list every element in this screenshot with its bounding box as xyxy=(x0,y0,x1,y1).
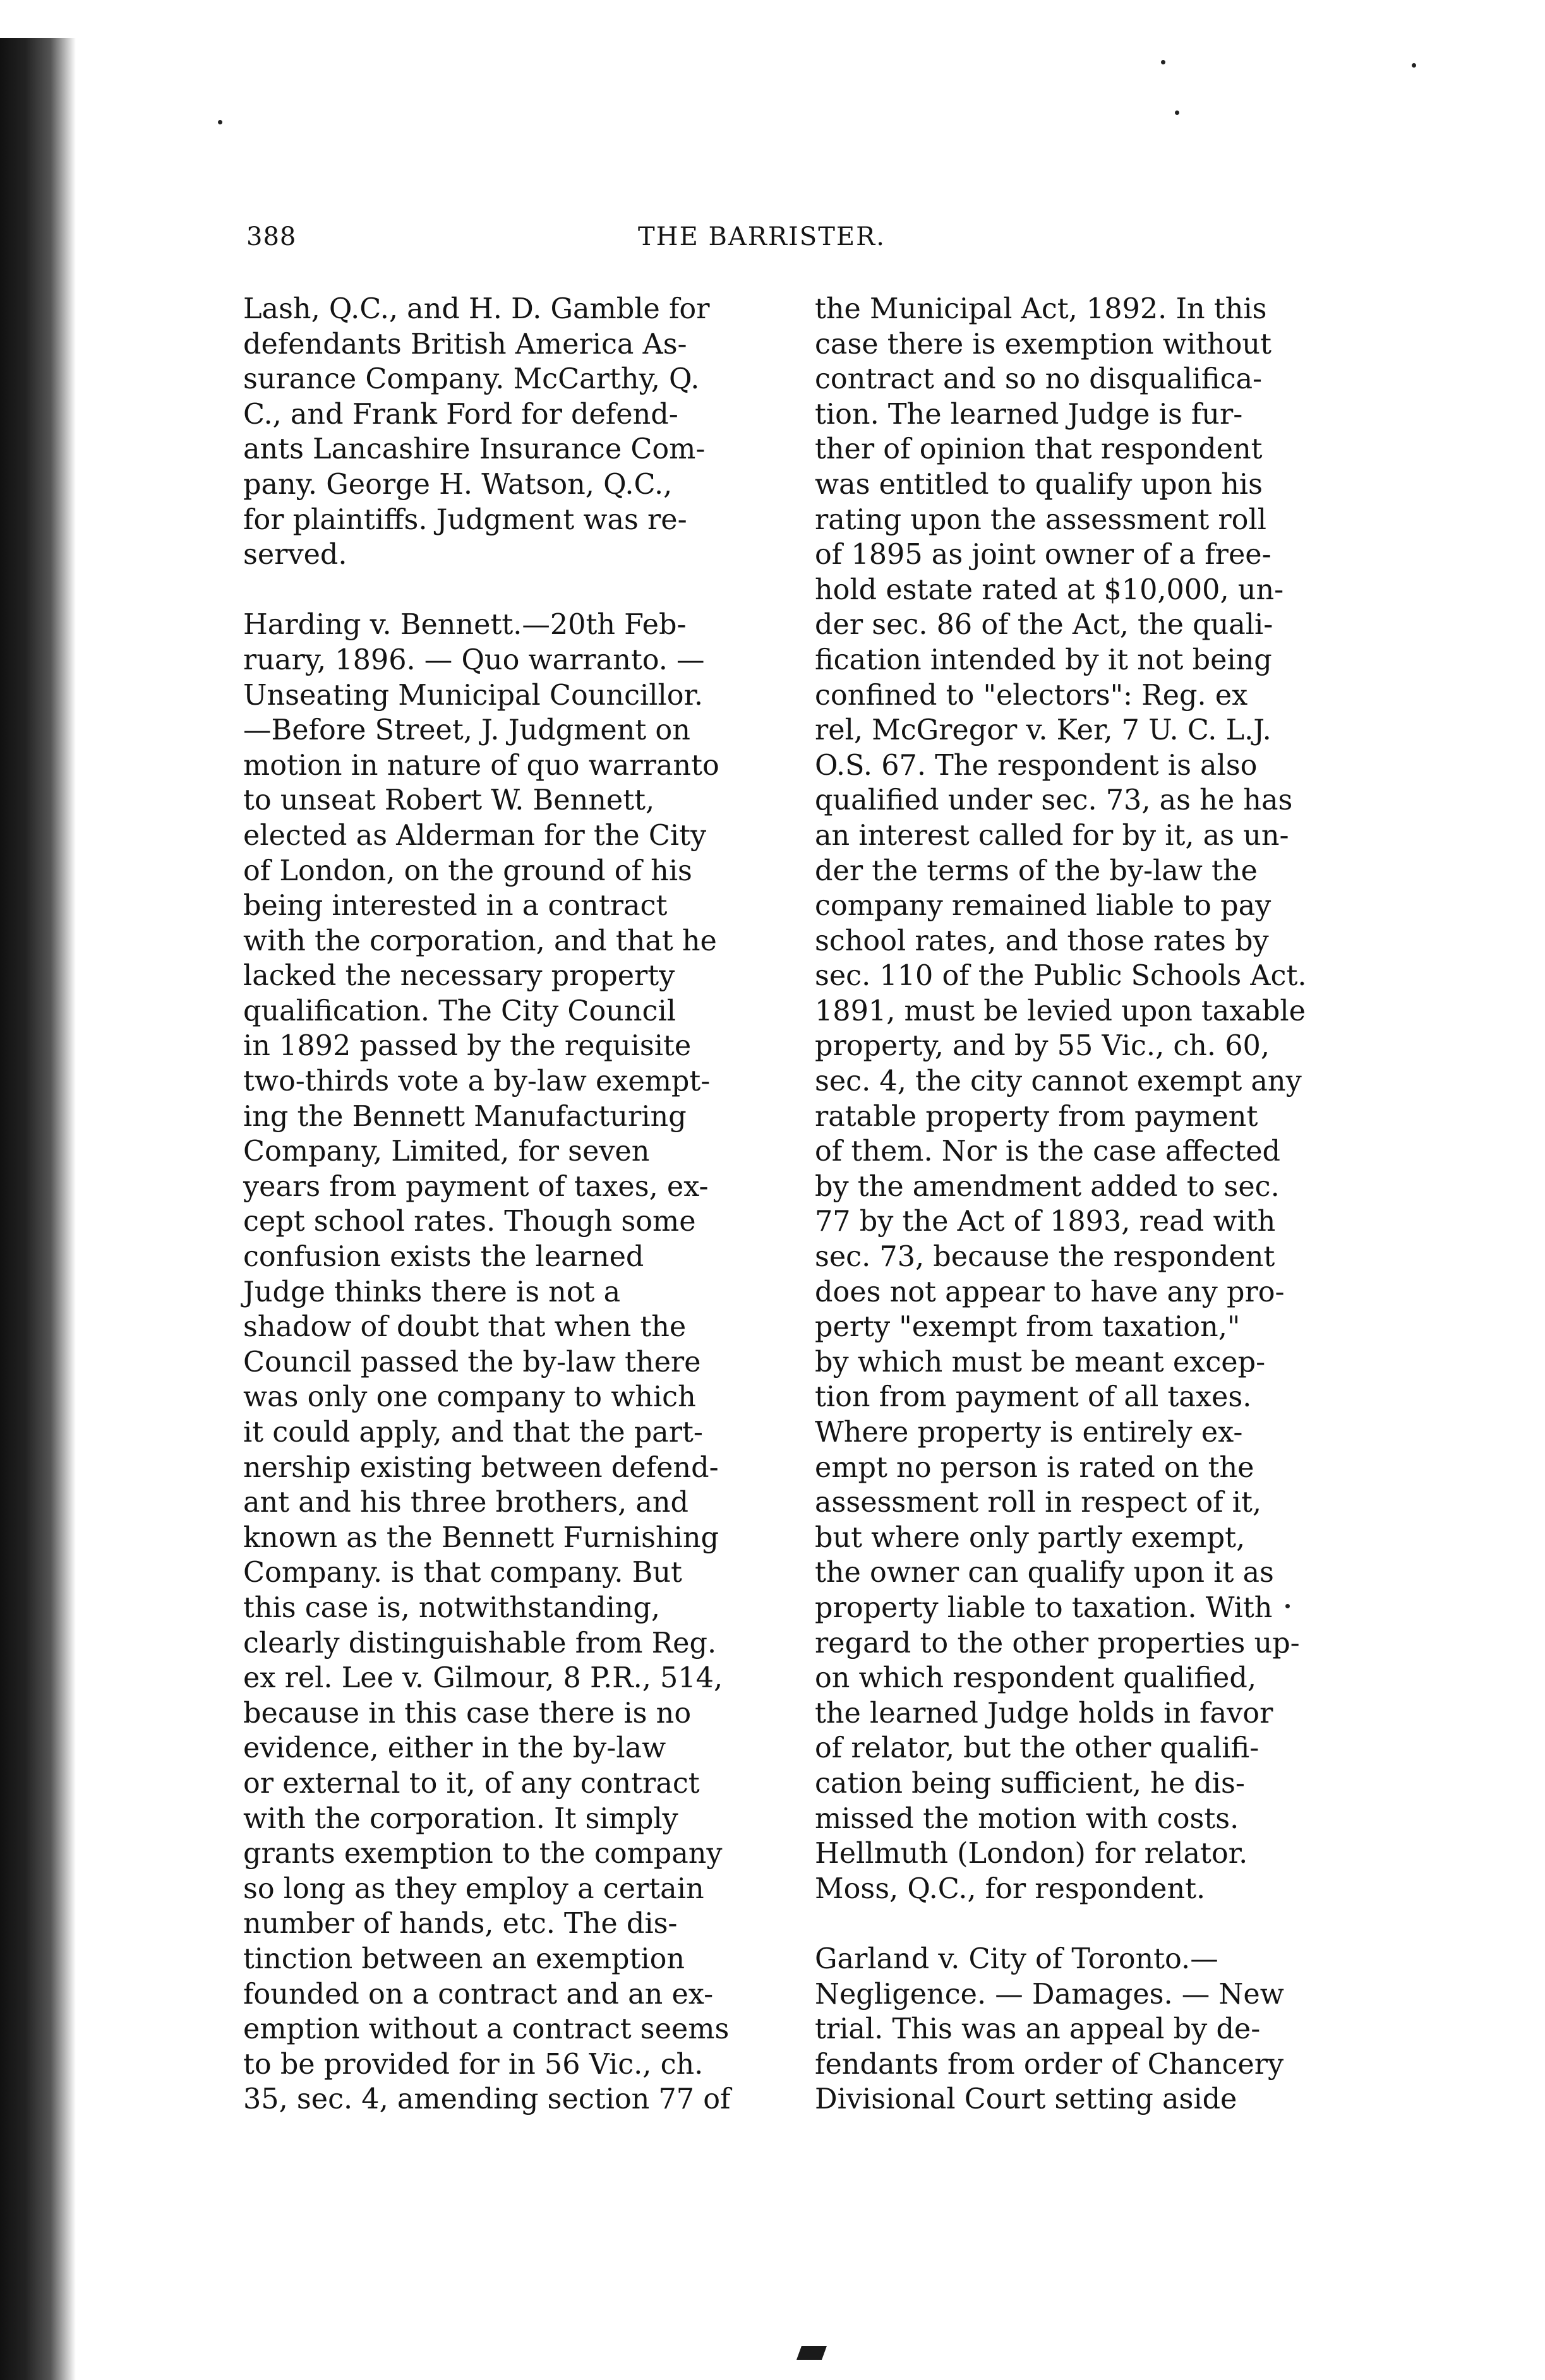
text-line: ther of opinion that respondent xyxy=(815,433,1263,466)
text-line: the learned Judge holds in favor xyxy=(815,1697,1273,1730)
text-line: der sec. 86 of the Act, the quali- xyxy=(815,609,1273,642)
text-line: ex rel. Lee v. Gilmour, 8 P.R., 514, xyxy=(243,1662,723,1695)
text-line: with the corporation. It simply xyxy=(243,1802,678,1835)
paragraph-gap xyxy=(815,1906,1383,1942)
text-line: in 1892 passed by the requisite xyxy=(243,1030,692,1063)
text-line: was only one company to which xyxy=(243,1381,696,1414)
text-line: shadow of doubt that when the xyxy=(243,1311,687,1344)
scan-speck xyxy=(1412,63,1416,68)
text-line: pany. George H. Watson, Q.C., xyxy=(243,468,673,501)
page-number: 388 xyxy=(246,222,297,251)
text-line: company remained liable to pay xyxy=(815,890,1271,923)
case-heading-line: Harding v. Bennett.—20th Feb- xyxy=(243,609,687,642)
text-line: 35, sec. 4, amending section 77 of xyxy=(243,2083,731,2116)
text-line: Where property is entirely ex- xyxy=(815,1416,1243,1449)
text-line: tion from payment of all taxes. xyxy=(815,1381,1252,1414)
text-line: school rates, and those rates by xyxy=(815,924,1269,957)
text-line: qualified under sec. 73, as he has xyxy=(815,784,1293,817)
scan-speck xyxy=(218,120,222,124)
text-line: of London, on the ground of his xyxy=(243,854,692,887)
text-line: it could apply, and that the part- xyxy=(243,1416,703,1449)
text-line: C., and Frank Ford for defend- xyxy=(243,398,678,431)
text-line: being interested in a contract xyxy=(243,890,668,923)
text-line: number of hands, etc. The dis- xyxy=(243,1908,678,1940)
text-line: property, and by 55 Vic., ch. 60, xyxy=(815,1030,1270,1063)
text-line: this case is, notwithstanding, xyxy=(243,1591,661,1624)
text-line: perty "exempt from taxation," xyxy=(815,1311,1241,1344)
text-line: does not appear to have any pro- xyxy=(815,1276,1285,1308)
text-line: der the terms of the by-law the xyxy=(815,854,1258,887)
text-line: evidence, either in the by-law xyxy=(243,1732,666,1765)
text-line: Unseating Municipal Councillor. xyxy=(243,679,704,712)
text-line: clearly distinguishable from Reg. xyxy=(243,1627,717,1659)
text-line: founded on a contract and an ex- xyxy=(243,1978,714,2011)
text-line: by the amendment added to sec. xyxy=(815,1170,1280,1203)
text-line: motion in nature of quo warranto xyxy=(243,749,719,782)
text-line: sec. 110 of the Public Schools Act. xyxy=(815,960,1307,993)
scan-speck xyxy=(1175,111,1179,115)
left-column xyxy=(243,292,805,2117)
text-line: tion. The learned Judge is fur- xyxy=(815,398,1243,431)
text-line: of 1895 as joint owner of a free- xyxy=(815,539,1271,571)
text-line: the Municipal Act, 1892. In this xyxy=(815,293,1267,325)
text-line: two-thirds vote a by-law exempt- xyxy=(243,1065,711,1098)
scan-artifact-mark xyxy=(797,2346,827,2360)
text-line: because in this case there is no xyxy=(243,1697,692,1730)
text-line: known as the Bennett Furnishing xyxy=(243,1521,719,1554)
text-line: hold estate rated at $10,000, un- xyxy=(815,573,1284,606)
scan-speck xyxy=(1161,60,1165,64)
text-line: sec. 73, because the respondent xyxy=(815,1241,1275,1274)
text-line: years from payment of taxes, ex- xyxy=(243,1170,709,1203)
text-line: sec. 4, the city cannot exempt any xyxy=(815,1065,1302,1098)
text-line: trial. This was an appeal by de- xyxy=(815,2013,1261,2046)
text-line: Moss, Q.C., for respondent. xyxy=(815,1872,1206,1905)
scan-binding-edge xyxy=(0,38,76,2380)
text-line: rel, McGregor v. Ker, 7 U. C. L.J. xyxy=(815,714,1271,747)
text-line: to unseat Robert W. Bennett, xyxy=(243,784,655,817)
text-line: elected as Alderman for the City xyxy=(243,819,707,852)
right-column xyxy=(815,292,1383,2117)
text-line: Lash, Q.C., and H. D. Gamble for xyxy=(243,293,710,325)
running-head: THE BARRISTER. xyxy=(638,222,886,251)
text-line: fication intended by it not being xyxy=(815,643,1272,676)
text-line: cation being sufficient, he dis- xyxy=(815,1767,1245,1800)
text-line: of relator, but the other qualifi- xyxy=(815,1732,1259,1765)
text-line: nership existing between defend- xyxy=(243,1451,719,1484)
text-line: Divisional Court setting aside xyxy=(815,2083,1237,2116)
text-line: by which must be meant excep- xyxy=(815,1346,1266,1378)
text-line: Company. is that company. But xyxy=(243,1557,682,1589)
text-line: ruary, 1896. — Quo warranto. — xyxy=(243,643,705,676)
text-line: was entitled to qualify upon his xyxy=(815,468,1263,501)
text-line: rating upon the assessment roll xyxy=(815,503,1266,536)
text-line: fendants from order of Chancery xyxy=(815,2048,1284,2081)
text-line: 1891, must be levied upon taxable xyxy=(815,995,1306,1027)
text-line: confined to "electors": Reg. ex xyxy=(815,679,1248,712)
text-line: —Before Street, J. Judgment on xyxy=(243,714,690,747)
text-line: so long as they employ a certain xyxy=(243,1872,704,1905)
text-line: surance Company. McCarthy, Q. xyxy=(243,363,700,396)
text-line: Judge thinks there is not a xyxy=(243,1276,621,1308)
text-line: ing the Bennett Manufacturing xyxy=(243,1100,687,1133)
text-line: defendants British America As- xyxy=(243,328,687,361)
paragraph-gap xyxy=(243,573,805,608)
text-line: the owner can qualify upon it as xyxy=(815,1557,1274,1589)
text-line: case there is exemption without xyxy=(815,328,1271,361)
text-line: on which respondent qualified, xyxy=(815,1662,1256,1695)
text-line: with the corporation, and that he xyxy=(243,924,717,957)
text-line: assessment roll in respect of it, xyxy=(815,1486,1262,1519)
text-line: tinction between an exemption xyxy=(243,1942,685,1975)
text-line: confusion exists the learned xyxy=(243,1241,644,1274)
text-line: ants Lancashire Insurance Com- xyxy=(243,433,706,466)
text-line: qualification. The City Council xyxy=(243,995,676,1027)
text-line: cept school rates. Though some xyxy=(243,1205,696,1238)
text-line: of them. Nor is the case affected xyxy=(815,1135,1281,1168)
text-line: grants exemption to the company xyxy=(243,1838,723,1870)
text-line: contract and so no disqualifica- xyxy=(815,363,1263,396)
text-line: for plaintiffs. Judgment was re- xyxy=(243,503,687,536)
text-line: to be provided for in 56 Vic., ch. xyxy=(243,2048,704,2081)
text-line: Hellmuth (London) for relator. xyxy=(815,1838,1248,1870)
text-line: an interest called for by it, as un- xyxy=(815,819,1289,852)
text-line: or external to it, of any contract xyxy=(243,1767,700,1800)
text-line: Company, Limited, for seven xyxy=(243,1135,650,1168)
text-line: ant and his three brothers, and xyxy=(243,1486,689,1519)
text-line: 77 by the Act of 1893, read with xyxy=(815,1205,1276,1238)
text-line: empt no person is rated on the xyxy=(815,1451,1254,1484)
text-line: Council passed the by-law there xyxy=(243,1346,701,1378)
text-line: lacked the necessary property xyxy=(243,960,675,993)
text-line: ratable property from payment xyxy=(815,1100,1258,1133)
text-line: Negligence. — Damages. — New xyxy=(815,1978,1284,2011)
text-line: emption without a contract seems xyxy=(243,2013,730,2046)
text-line: served. xyxy=(243,539,347,571)
case-heading-line: Garland v. City of Toronto.— xyxy=(815,1942,1218,1975)
text-line: property liable to taxation. With xyxy=(815,1591,1273,1624)
text-line: regard to the other properties up- xyxy=(815,1627,1300,1659)
text-line: but where only partly exempt, xyxy=(815,1521,1246,1554)
text-line: missed the motion with costs. xyxy=(815,1802,1239,1835)
text-line: O.S. 67. The respondent is also xyxy=(815,749,1258,782)
